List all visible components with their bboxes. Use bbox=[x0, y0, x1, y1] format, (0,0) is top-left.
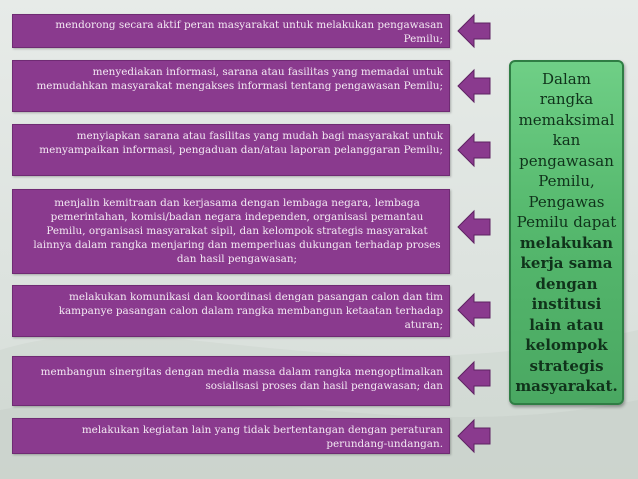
arrow-left-icon bbox=[456, 130, 492, 170]
arrow-left-icon bbox=[456, 358, 492, 398]
list-item bbox=[12, 189, 450, 274]
list-item bbox=[12, 14, 450, 48]
list-item-text: menyiapkan sarana atau fasilitas yang mudah bagi masyarakat untuk menyampaikan informasi, pengaduan dan/atau laporan pelanggaran Pemilu; bbox=[39, 130, 443, 156]
arrow-left-icon bbox=[456, 207, 492, 247]
list-item-text: membangun sinergitas dengan media massa dalam rangka mengoptimalkan sosialisasi proses dan hasil pengawasan; dan bbox=[40, 366, 443, 392]
list-item bbox=[12, 356, 450, 406]
arrow-left-icon bbox=[456, 66, 492, 106]
list-item bbox=[12, 124, 450, 176]
list-item bbox=[12, 418, 450, 454]
list-item bbox=[12, 60, 450, 112]
list-item-text: menyediakan informasi, sarana atau fasilitas yang memadai untuk memudahkan masyarakat mengakses informasi tentang pengawasan Pemilu; bbox=[36, 66, 443, 92]
list-item bbox=[12, 285, 450, 337]
arrow-left-icon bbox=[456, 11, 492, 51]
arrow-left-icon bbox=[456, 416, 492, 456]
arrow-left-icon bbox=[456, 290, 492, 330]
list-item-text: menjalin kemitraan dan kerjasama dengan lembaga negara, lembaga pemerintahan, komisi/badan negara independen, organisasi pemantau Pemilu, organisasi masyarakat sipil, dan kelompok strategis masyarakat lainnya dalam rangka menjaring dan memperluas dukungan terhadap proses dan hasil pengawasan; bbox=[33, 197, 441, 265]
summary-bold-text: melakukan kerja sama dengan institusi lain atau kelompok strategis masyarakat. bbox=[515, 233, 618, 395]
summary-text bbox=[515, 69, 618, 397]
list-item-text: mendorong secara aktif peran masyarakat untuk melakukan pengawasan Pemilu; bbox=[55, 19, 443, 45]
list-item-text: melakukan kegiatan lain yang tidak bertentangan dengan peraturan perundang-undangan. bbox=[81, 424, 443, 450]
summary-normal-text: Dalam rangka memaksimal kan pengawasan Pemilu, Pengawas Pemilu dapat bbox=[516, 69, 617, 231]
list-item-text: melakukan komunikasi dan koordinasi dengan pasangan calon dan tim kampanye pasangan calon dalam rangka membangun ketaatan terhadap aturan; bbox=[58, 291, 443, 331]
summary-box bbox=[509, 60, 624, 405]
